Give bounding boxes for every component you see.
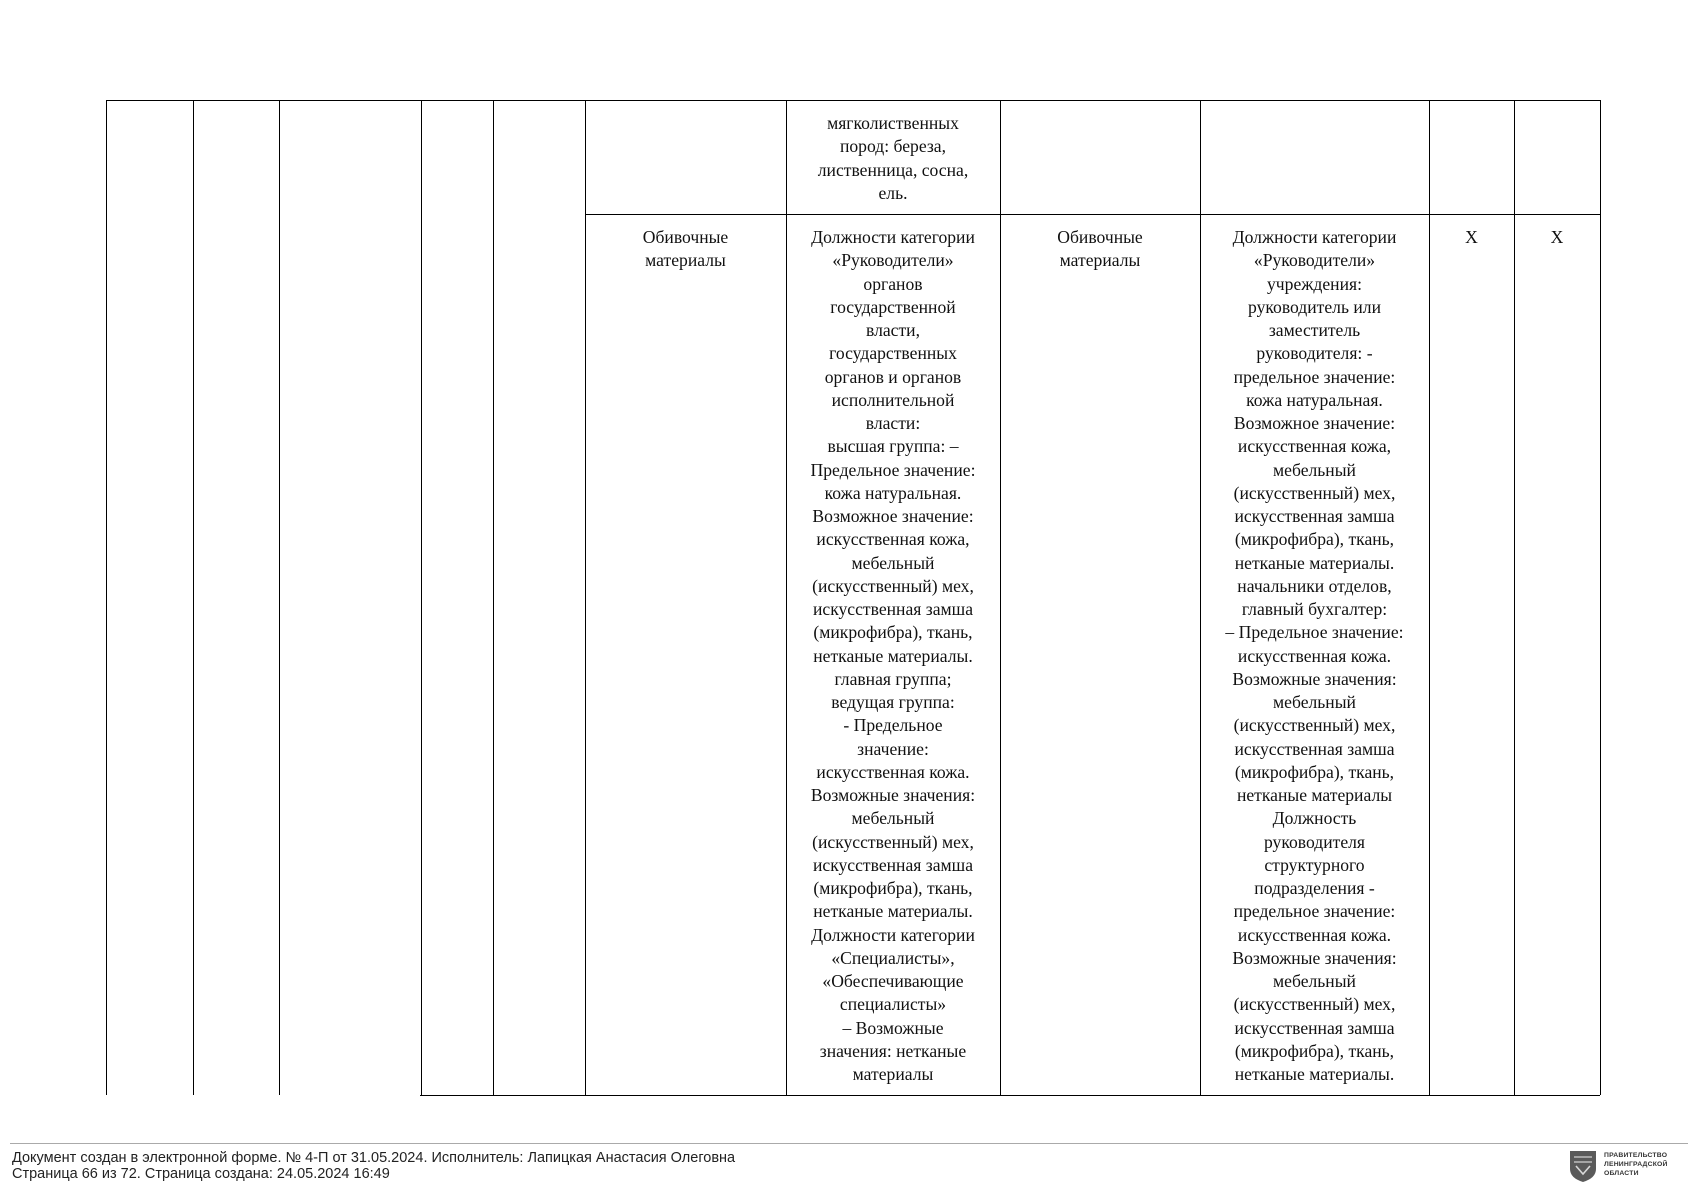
column-line xyxy=(106,100,107,1095)
column-line xyxy=(193,100,194,1095)
row-divider xyxy=(585,214,1600,215)
column-line xyxy=(279,100,280,1095)
value-cell: Должности категории «Руководители» органов государственной власти, государственных органов и органов исполнительной власти: высшая группа: – Предельное значение: кожа натуральная. Возможное значение: искусственная кожа, мебельный (искусственный) мех, искусственная замша (микрофибра), ткань, нетканые материалы. главная группа; ведущая группа: - Предельное значение: искусственная кожа. Возможные значения: мебельный (искусственный) мех, искусственная замша (микрофибра), ткань, нетканые материалы. Должности категории «Специалисты», «Обеспечивающие специалисты» – Возможные значения: нетканые материалы xyxy=(810,227,976,1084)
coat-of-arms-icon xyxy=(1568,1149,1598,1183)
government-logo xyxy=(1568,1149,1684,1183)
characteristic-cell: Обивочные материалы xyxy=(642,227,729,271)
mark-cell: Х xyxy=(1465,227,1478,247)
spec-value-continuation: мягколиственных пород: береза, лиственница, сосна, ель. xyxy=(817,113,969,203)
column-line xyxy=(421,100,422,1095)
logo-text: ПРАВИТЕЛЬСТВО ЛЕНИНГРАДСКОЙ ОБЛАСТИ xyxy=(1604,1152,1668,1177)
column-line xyxy=(493,100,494,1095)
column-line xyxy=(1429,100,1430,1095)
table-top-border xyxy=(106,100,1600,101)
table-bottom-border xyxy=(420,1095,1600,1096)
mark-cell: Х xyxy=(1550,227,1564,247)
characteristic-cell: Обивочные материалы xyxy=(1057,227,1143,271)
value-cell: Должности категории «Руководители» учреждения: руководитель или заместитель руководителя: - предельное значение: кожа натуральная. Возможное значение: искусственная кожа, мебельный (искусственный) мех, искусственная замша (микрофибра), ткань, нетканые материалы. начальники отделов, главный бухгалтер: – Предельное значение: искусственная кожа. Возможные значения: мебельный (искусственный) мех, искусственная замша (микрофибра), ткань, нетканые материалы Должность руководителя структурного подразделения - предельное значение: искусственная кожа. Возможные значения: мебельный (искусственный) мех, искусственная замша (микрофибра), ткань, нетканые материалы. xyxy=(1225,227,1404,1084)
footer-divider xyxy=(10,1143,1688,1144)
footer-page-info: Страница 66 из 72. Страница создана: 24.05.2024 16:49 xyxy=(12,1166,390,1182)
footer-document-info: Документ создан в электронной форме. № 4-П от 31.05.2024. Исполнитель: Лапицкая Анастасия Олеговна xyxy=(12,1150,736,1166)
column-line xyxy=(1514,100,1515,1095)
column-line xyxy=(1600,100,1601,1095)
